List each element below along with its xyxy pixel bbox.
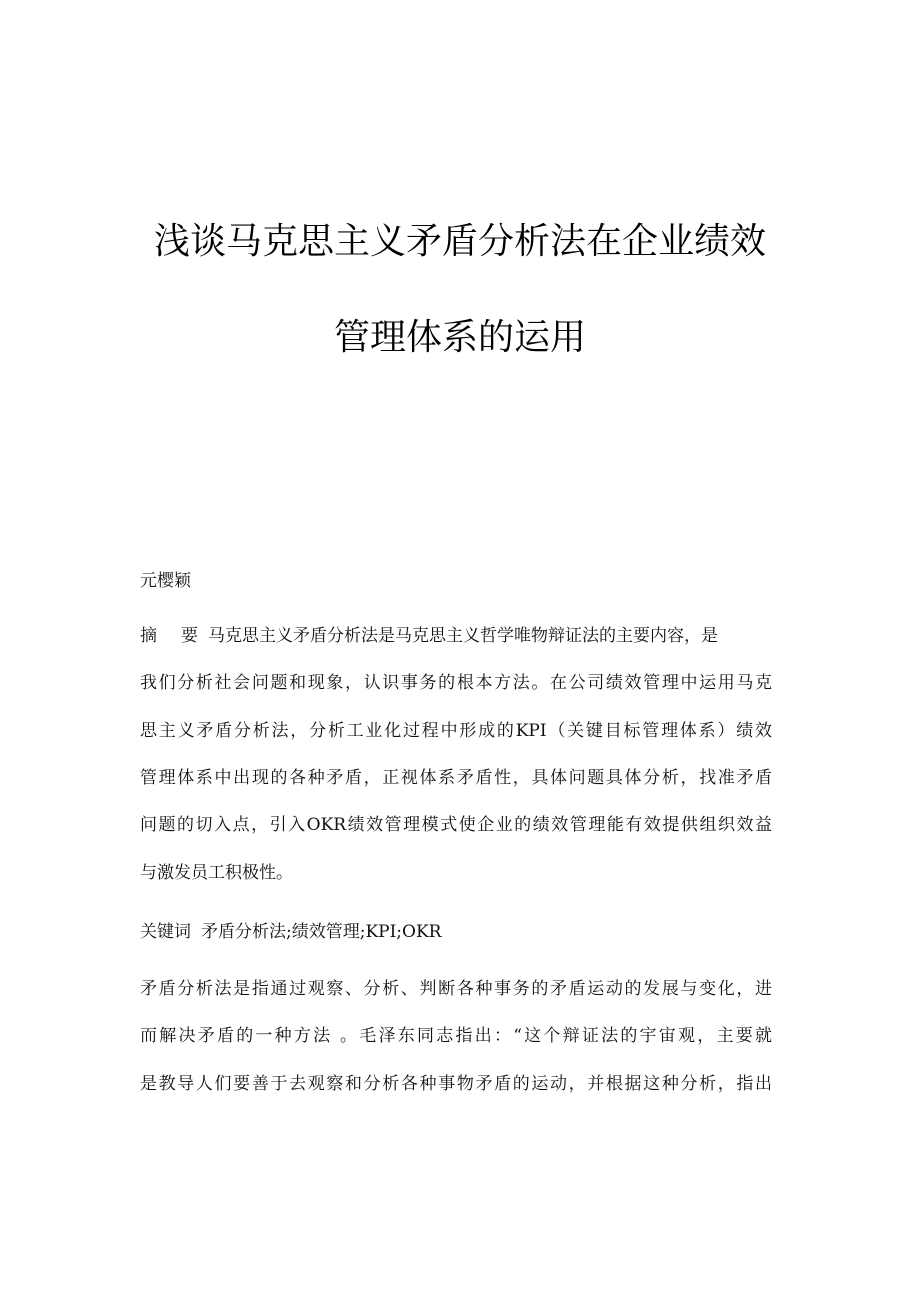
body-line-2: 而解决矛盾的一种方法 。毛泽东同志指出：“这个辩证法的宇宙观，主要就 — [140, 1026, 772, 1046]
abstract-line-5: 问题的切入点，引入OKR绩效管理模式使企业的绩效管理能有效提供组织效益 — [140, 815, 772, 835]
body-line-3: 是教导人们要善于去观察和分析各种事物矛盾的运动，并根据这种分析，指出 — [140, 1074, 772, 1094]
abstract-label-char-2: 要 — [181, 626, 198, 646]
abstract-line-4: 管理体系中出现的各种矛盾，正视体系矛盾性，具体问题具体分析，找准矛盾 — [140, 768, 772, 788]
keywords-text: 矛盾分析法;绩效管理;KPI;OKR — [201, 922, 442, 942]
keywords-line — [140, 920, 772, 944]
body-line-1: 矛盾分析法是指通过观察、分析、判断各种事务的矛盾运动的发展与变化，进 — [140, 979, 772, 999]
abstract-line-3: 思主义矛盾分析法，分析工业化过程中形成的KPI（关键目标管理体系）绩效 — [140, 721, 772, 741]
abstract-line-6: 与激发员工积极性。 — [140, 863, 293, 883]
abstract-text-line-1: 马克思主义矛盾分析法是马克思主义哲学唯物辩证法的主要内容，是 — [208, 626, 718, 646]
document-title-line-1: 浅谈马克思主义矛盾分析法在企业绩效 — [153, 221, 766, 262]
abstract-line-1 — [140, 624, 772, 648]
author-name: 元樱颖 — [140, 571, 191, 591]
document-title-line-2: 管理体系的运用 — [333, 317, 586, 358]
abstract-label-char-1: 摘 — [140, 626, 157, 646]
abstract-line-2: 我们分析社会问题和现象，认识事务的根本方法。在公司绩效管理中运用马克 — [140, 673, 772, 693]
keywords-label: 关键词 — [140, 922, 191, 942]
